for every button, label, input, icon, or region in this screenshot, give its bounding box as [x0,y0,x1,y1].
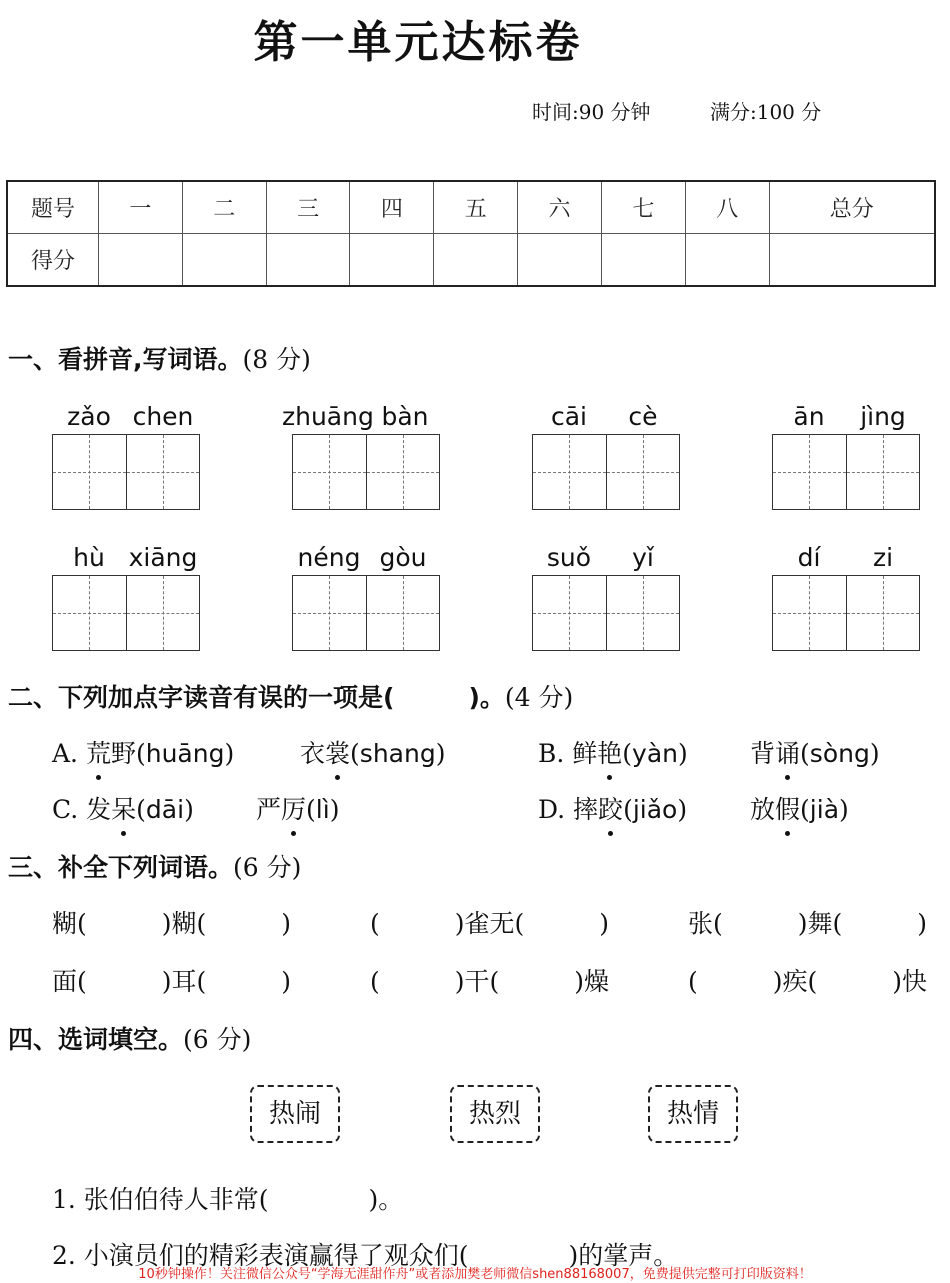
fill-idiom[interactable]: ( )疾( )快 [688,967,928,996]
dotted-char: 厉 [281,790,306,826]
score-header-cell: 四 [350,181,434,234]
section4-points: (6 分) [183,1025,252,1054]
tianzige-box[interactable] [772,434,920,510]
pinyin: xiāng [128,543,198,572]
option-pinyin: lì [315,795,330,824]
section3-heading [8,848,301,884]
option-c2: 严厉(lì) [256,790,339,826]
score-header-cell: 题号 [7,181,99,234]
pinyin: zǎo [67,402,111,431]
score-header-cell: 二 [182,181,266,234]
dotted-char: 假 [775,790,800,826]
option-pinyin: dāi [145,795,185,824]
word-choice: 热闹 [250,1085,340,1143]
score-table [6,180,936,287]
section1-points: (8 分) [242,345,311,374]
score-row [7,234,935,287]
dotted-char: 诵 [775,734,800,770]
score-header-cell: 一 [99,181,183,234]
page-title: 第一单元达标卷 [253,17,583,68]
pinyin: suǒ [546,543,592,572]
score-header-cell: 六 [518,181,602,234]
score-cell[interactable] [350,234,434,287]
section2-title-end: )。 [468,683,505,712]
score-cell[interactable] [518,234,602,287]
fill-idiom[interactable]: ( )干( )燥 [370,967,610,996]
option-pinyin: shang [359,739,436,768]
section3-title: 三、补全下列词语。 [8,853,234,882]
fill-idiom[interactable]: 糊( )糊( ) [52,909,292,938]
tianzige-box[interactable] [532,434,680,510]
exam-time: 时间:90 分钟 [532,100,651,124]
score-header-row [7,181,935,234]
score-cell[interactable] [769,234,935,287]
pinyin: cāi [550,402,587,431]
section4-heading [8,1020,251,1056]
pinyin: dí [797,543,821,572]
dotted-char: 跤 [598,790,623,826]
score-cell[interactable] [182,234,266,287]
pinyin: bàn [381,402,429,431]
section1-heading [8,340,311,376]
tianzige-box[interactable] [292,575,440,651]
word-choice: 热烈 [450,1085,540,1143]
tianzige-box[interactable] [52,434,200,510]
score-header-cell: 总分 [769,181,935,234]
section2-heading [8,678,573,714]
pinyin: zhuāng [282,402,374,431]
option-d1: D. 摔跤(jiǎo) [538,790,687,826]
question-2[interactable]: 2. 小演员们的精彩表演赢得了观众们( )的掌声。 [52,1241,679,1270]
option-d2: 放假(jià) [750,790,849,826]
pinyin: zi [872,543,894,572]
dotted-char: 裳 [325,734,350,770]
pinyin: jìng [860,402,906,431]
section3-points: (6 分) [233,853,302,882]
dotted-char: 呆 [111,790,136,826]
tianzige-box[interactable] [292,434,440,510]
option-pinyin: jià [809,795,840,824]
word-choice: 热情 [648,1085,738,1143]
full-score: 满分:100 分 [710,100,822,124]
section2-title: 二、下列加点字读音有误的一项是( [8,683,395,712]
section1-title: 一、看拼音,写词语。 [8,345,243,374]
score-header-cell: 五 [434,181,518,234]
option-a2: 衣裳(shang) [300,734,445,770]
section4-title: 四、选词填空。 [8,1025,184,1054]
pinyin: gòu [379,543,427,572]
score-header-cell: 三 [266,181,350,234]
option-c1: C. 发呆(dāi) [52,790,194,826]
score-row-label: 得分 [7,234,99,287]
fill-idiom[interactable]: ( )雀无( ) [370,909,610,938]
pinyin: ān [793,402,825,431]
option-b2: 背诵(sòng) [750,734,880,770]
pinyin: chen [132,402,194,431]
pinyin: yǐ [632,543,654,572]
footer-notice: 10秒钟操作！关注微信公众号“学海无涯甜作舟”或者添加樊老师微信shen88168007，免费提供完整可打印版资料！ [138,1267,812,1282]
pinyin: néng [297,543,361,572]
score-header-cell: 八 [685,181,769,234]
score-cell[interactable] [99,234,183,287]
score-cell[interactable] [601,234,685,287]
option-a1: A. 荒野(huāng) [52,734,234,770]
pinyin: hù [73,543,105,572]
tianzige-box[interactable] [52,575,200,651]
option-pinyin: yàn [632,739,679,768]
score-header-cell: 七 [601,181,685,234]
option-b1: B. 鲜艳(yàn) [538,734,688,770]
section2-points: (4 分) [504,683,574,712]
pinyin: cè [628,402,658,431]
tianzige-box[interactable] [772,575,920,651]
option-pinyin: jiǎo [632,795,678,824]
fill-idiom[interactable]: 张( )舞( ) [688,909,928,938]
dotted-char: 艳 [597,734,622,770]
question-1[interactable]: 1. 张伯伯待人非常( )。 [52,1185,404,1214]
dotted-char: 荒 [86,734,111,770]
option-pinyin: huāng [145,739,225,768]
fill-idiom[interactable]: 面( )耳( ) [52,967,292,996]
score-cell[interactable] [434,234,518,287]
tianzige-box[interactable] [532,575,680,651]
option-pinyin: sòng [809,739,870,768]
score-cell[interactable] [685,234,769,287]
score-cell[interactable] [266,234,350,287]
